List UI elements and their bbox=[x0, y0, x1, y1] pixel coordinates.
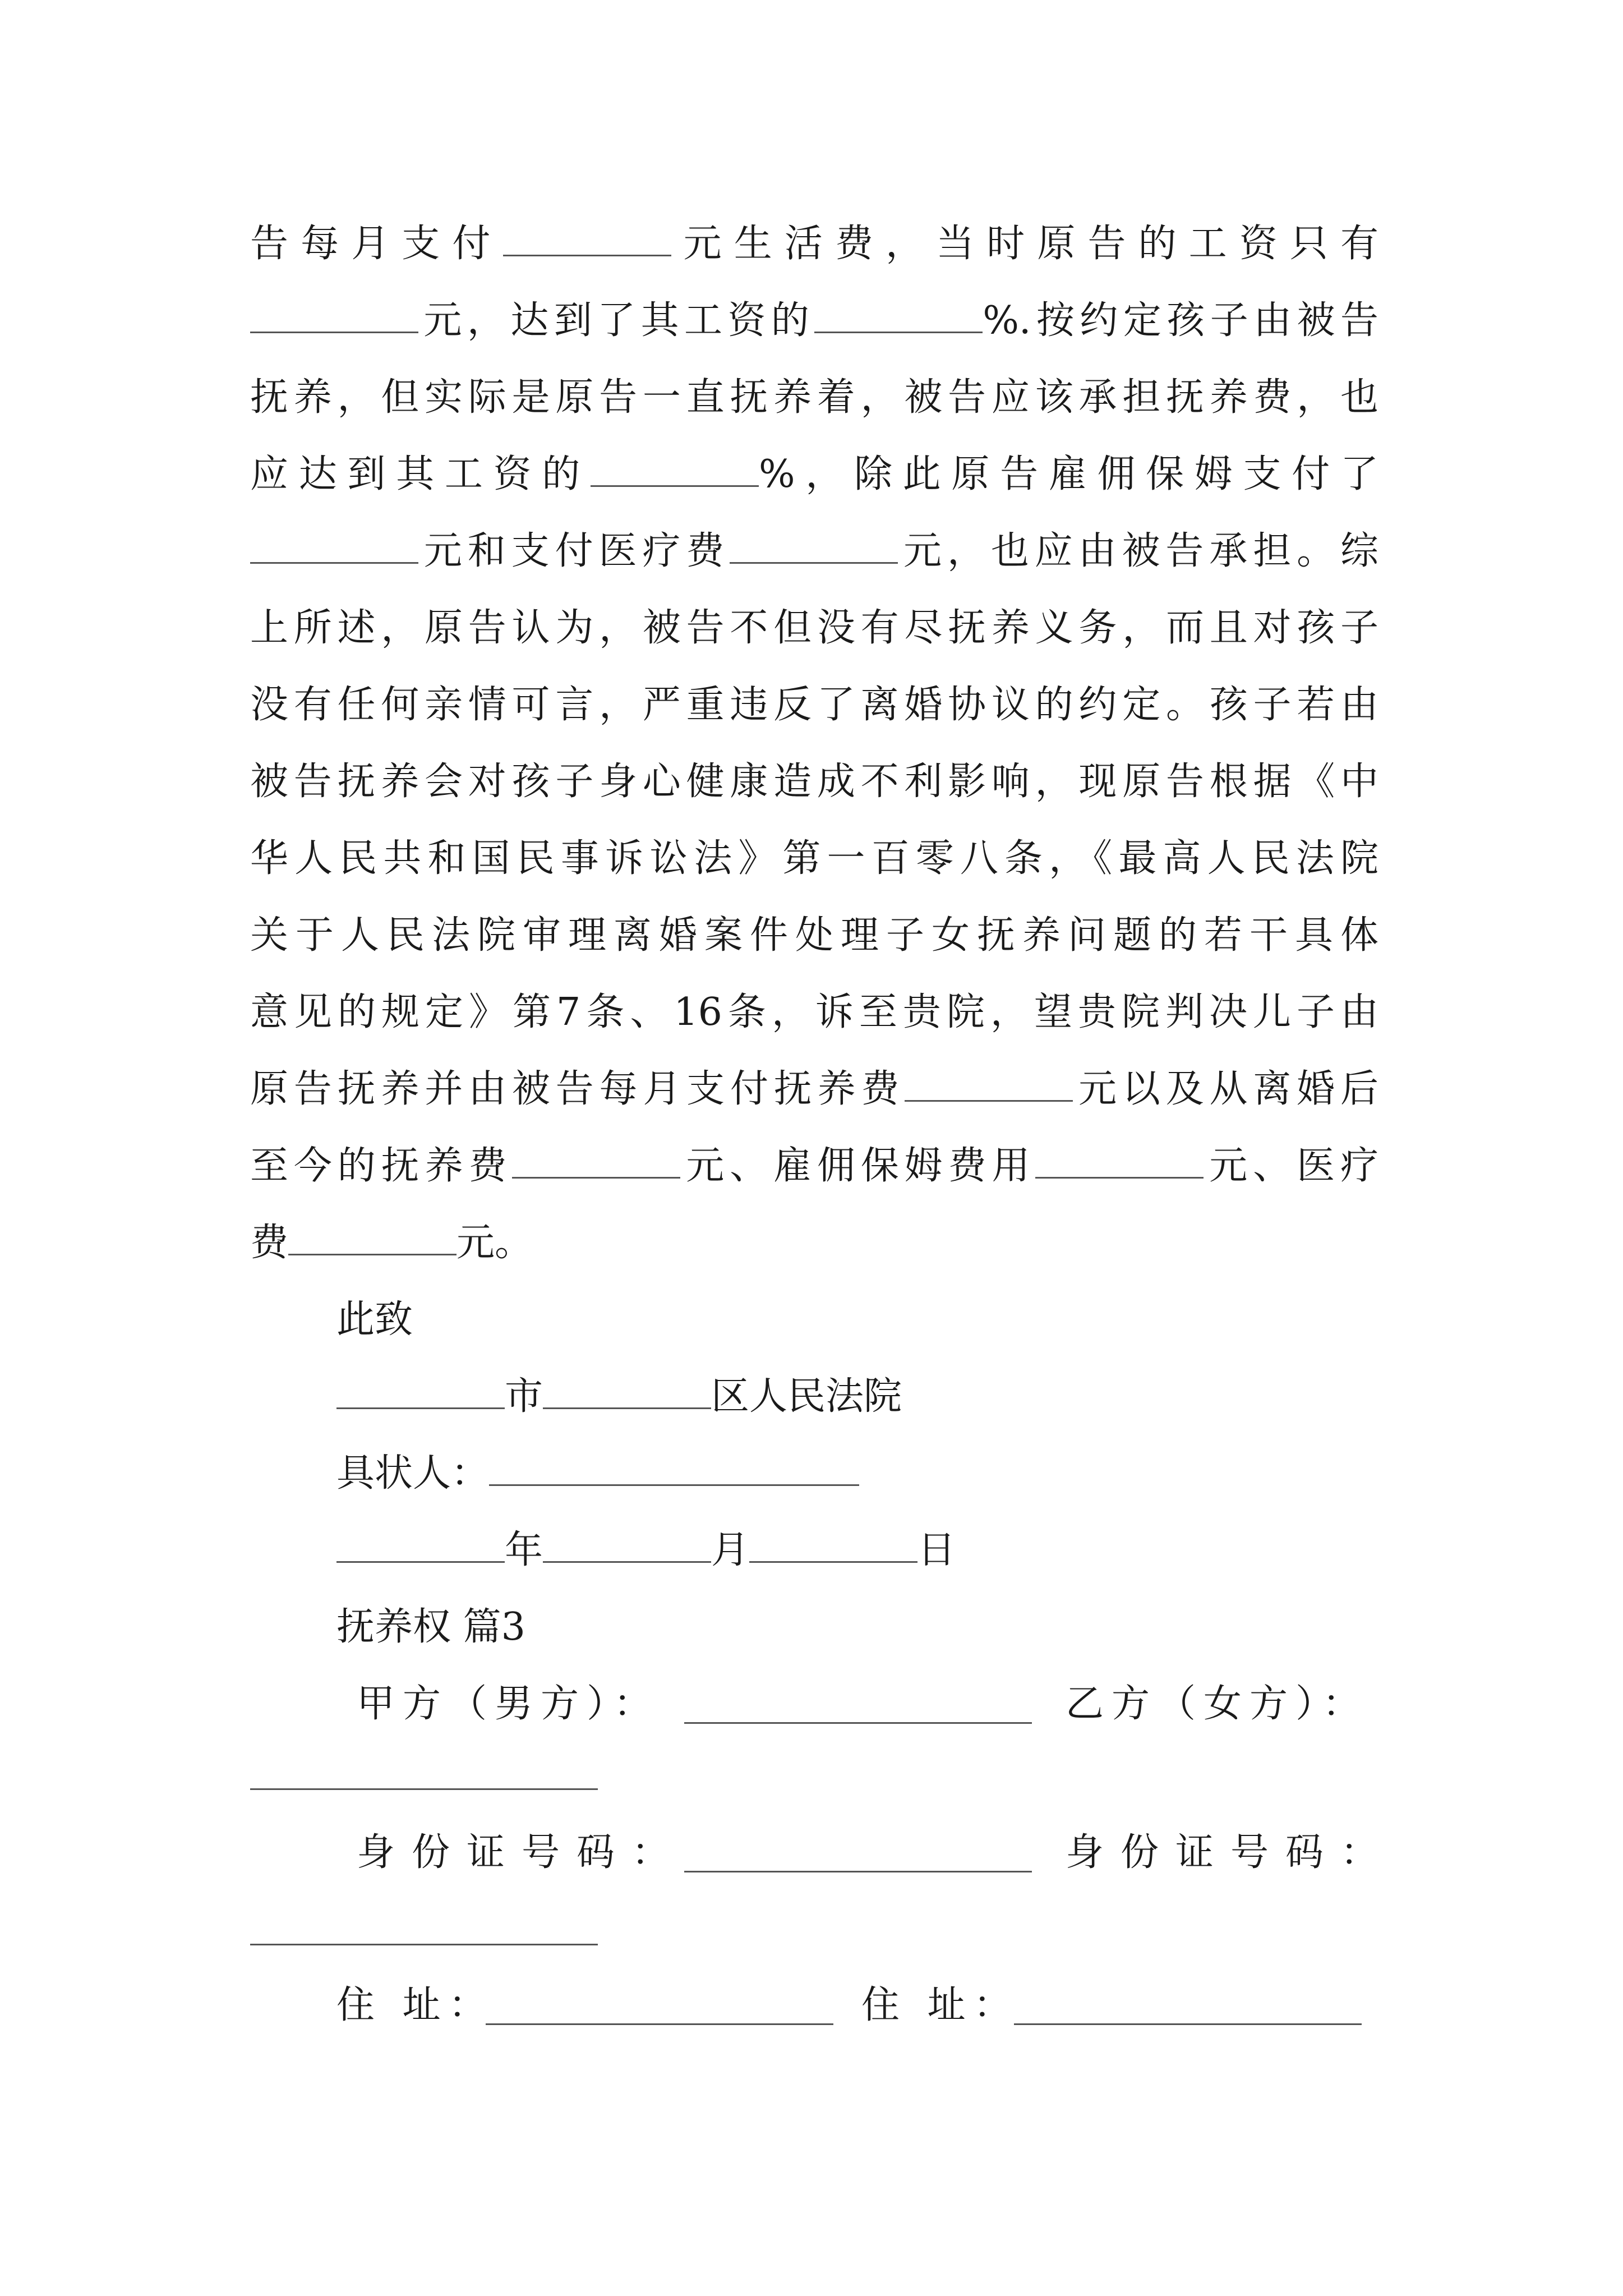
fill-blank bbox=[814, 297, 983, 333]
fill-blank bbox=[591, 450, 759, 487]
fill-blank bbox=[288, 1219, 457, 1255]
fill-blank bbox=[489, 1450, 859, 1486]
signer-line bbox=[336, 1448, 1378, 1499]
text-segment: 元以及从离婚后 bbox=[1073, 1067, 1378, 1111]
paragraph-line: 抚养，但实际是原告一直抚养着，被告应该承担抚养费，也 bbox=[250, 375, 1378, 420]
paragraph-line: 关于人民法院审理离婚案件处理子女抚养问题的若干具体 bbox=[250, 913, 1378, 958]
paragraph-line: 没有任何亲情可言，严重违反了离婚协议的约定。孩子若由 bbox=[250, 683, 1378, 727]
fill-blank bbox=[543, 1526, 711, 1563]
text-segment: 年 bbox=[505, 1528, 543, 1572]
text-segment: 元。 bbox=[457, 1221, 533, 1265]
salutation: 此致 bbox=[336, 1297, 413, 1342]
text-segment: %，除此原告雇佣保姆支付了 bbox=[758, 452, 1378, 496]
text-segment: 元，也应由被告承担。综 bbox=[898, 529, 1378, 573]
fill-blank bbox=[1035, 1142, 1204, 1179]
text-segment: 原告抚养并由被告每月支付抚养费 bbox=[250, 1067, 905, 1111]
fill-blank bbox=[730, 527, 898, 564]
paragraph-line bbox=[250, 296, 1378, 346]
fill-blank bbox=[336, 1373, 505, 1409]
text-segment: 区人民法院 bbox=[711, 1374, 902, 1419]
fill-blank bbox=[543, 1373, 711, 1409]
signer-label: 具状人： bbox=[336, 1451, 490, 1496]
text-segment: 费 bbox=[250, 1221, 289, 1265]
text-segment: 元和支付医疗费 bbox=[418, 529, 730, 573]
text-segment: 告每月支付 bbox=[250, 222, 503, 266]
text-segment: 元、医疗 bbox=[1204, 1144, 1378, 1188]
text-segment: 应达到其工资的 bbox=[250, 452, 591, 496]
text-segment: 日 bbox=[917, 1528, 956, 1572]
id-label-a: 身份证号码： bbox=[357, 1830, 687, 1875]
id-label-b: 身份证号码： bbox=[1066, 1830, 1396, 1875]
paragraph-line: 上所述，原告认为，被告不但没有尽抚养义务，而且对孩子 bbox=[250, 606, 1378, 650]
paragraph-line bbox=[250, 219, 1378, 269]
fill-blank bbox=[250, 297, 418, 333]
text-segment: 元、雇佣保姆费用 bbox=[680, 1144, 1036, 1188]
text-segment: 元生活费，当时原告的工资只有 bbox=[671, 222, 1378, 266]
fill-blank bbox=[503, 220, 671, 256]
fill-blank bbox=[512, 1142, 680, 1179]
text-segment: 市 bbox=[505, 1374, 543, 1419]
text-segment: 月 bbox=[711, 1528, 750, 1572]
text-segment: 至今的抚养费 bbox=[250, 1144, 513, 1188]
fill-blank bbox=[336, 1526, 505, 1563]
text-segment: 元，达到了其工资的 bbox=[418, 298, 815, 343]
paragraph-line: 被告抚养会对孩子身心健康造成不利影响，现原告根据《中 bbox=[250, 760, 1378, 804]
fill-blank bbox=[250, 1788, 598, 1790]
fill-blank bbox=[749, 1526, 917, 1563]
address-label-a: 住 址： bbox=[336, 1983, 495, 2027]
fill-blank bbox=[1014, 2023, 1362, 2025]
text-segment: %.按约定孩子由被告 bbox=[983, 298, 1378, 343]
paragraph-line bbox=[250, 1064, 1378, 1115]
paragraph-line bbox=[250, 526, 1378, 577]
court-line bbox=[336, 1372, 1378, 1422]
fill-blank bbox=[250, 1944, 598, 1945]
fill-blank bbox=[250, 527, 418, 564]
party-a-label: 甲方（男方）： bbox=[357, 1682, 660, 1726]
fill-blank bbox=[684, 1722, 1032, 1724]
party-b-label: 乙方（女方）： bbox=[1066, 1682, 1369, 1726]
fill-blank bbox=[684, 1871, 1032, 1872]
paragraph-line bbox=[250, 1218, 1378, 1268]
fill-blank bbox=[486, 2023, 833, 2025]
paragraph-line: 华人民共和国民事诉讼法》第一百零八条，《最高人民法院 bbox=[250, 836, 1378, 881]
address-label-b: 住 址： bbox=[861, 1983, 1020, 2027]
paragraph-line: 意见的规定》第7条、16条，诉至贵院，望贵院判决儿子由 bbox=[250, 990, 1378, 1034]
section-title: 抚养权 篇3 bbox=[336, 1605, 525, 1649]
paragraph-line bbox=[250, 1141, 1378, 1191]
fill-blank bbox=[905, 1065, 1073, 1102]
paragraph-line bbox=[250, 449, 1378, 500]
date-line bbox=[336, 1525, 1378, 1576]
